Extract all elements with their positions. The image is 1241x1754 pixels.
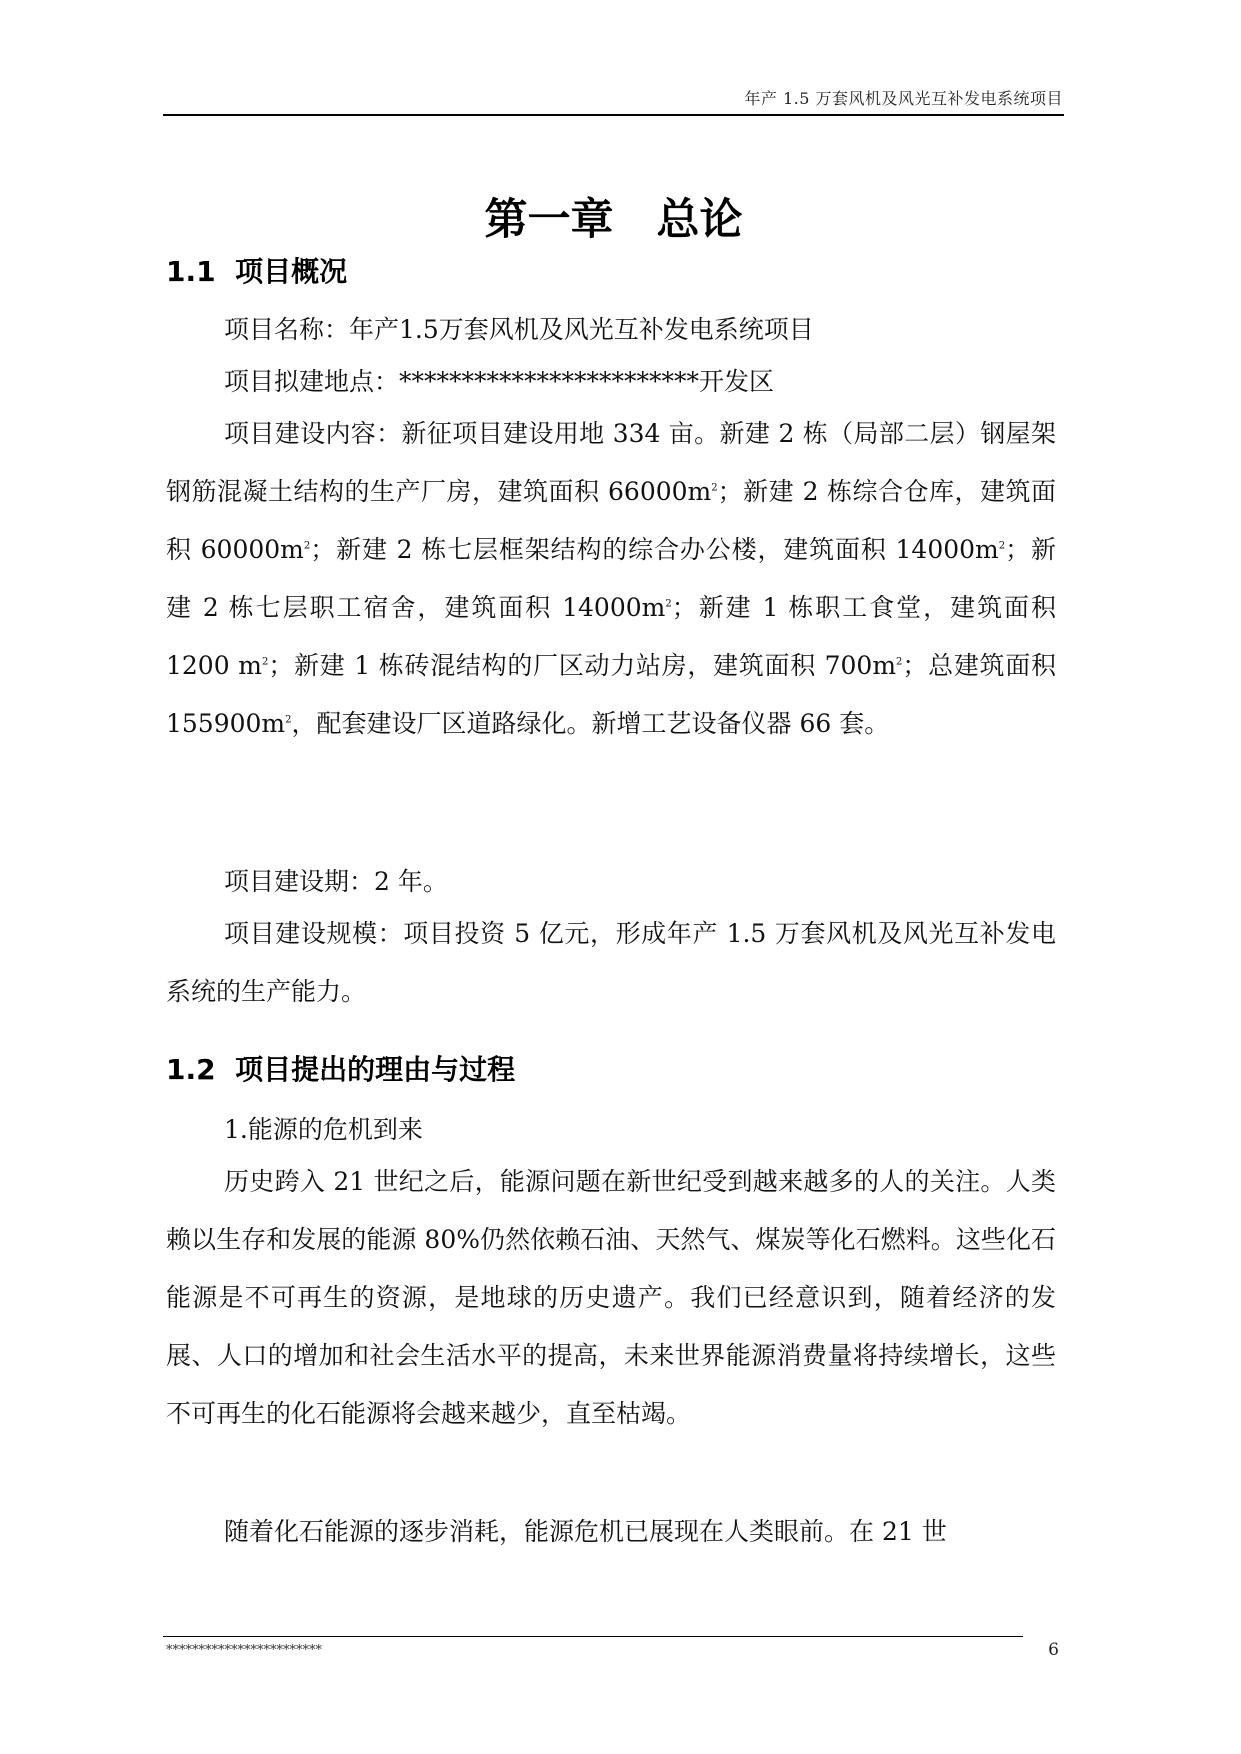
footer-rule	[163, 1636, 1023, 1637]
section-heading-1-1: 1.1 项目概况	[166, 255, 348, 288]
content-text-1: 项目建设内容：新征项目建设用地 334 亩。新建 2 栋（局部二层）钢屋架钢筋混凝土结构的生产厂房，建筑面积 66000m	[166, 419, 1056, 506]
superscript-2: 2	[303, 540, 311, 552]
running-header: 年产 1.5 万套风机及风光互补发电系统项目	[744, 89, 1063, 108]
footer-text: ************************	[166, 1643, 322, 1658]
content-text-6: ；新建 1 栋砖混结构的厂区动力站房，建筑面积 700m	[268, 651, 897, 680]
paragraph-construction-period: 项目建设期：2 年。	[224, 867, 448, 896]
superscript-3: 2	[998, 540, 1006, 552]
content-text-8: ，配套建设厂区道路绿化。新增工艺设备仪器 66 套。	[291, 709, 890, 738]
content-text-2: ；新建 2 栋综合仓库，建筑面积 60000m	[166, 477, 1056, 564]
header-rule	[163, 114, 1064, 116]
content-text-4: ；新建 2 栋七层职工宿舍，建筑面积 14000m	[166, 535, 1056, 622]
superscript-4: 2	[665, 598, 672, 610]
superscript-7: 2	[285, 714, 292, 726]
chapter-title: 第一章 总论	[484, 195, 743, 245]
paragraph-energy-crisis: 随着化石能源的逐步消耗，能源危机已展现在人类眼前。在 21 世	[224, 1517, 947, 1546]
section-heading-1-2: 1.2 项目提出的理由与过程	[166, 1053, 516, 1086]
content-text-3: ；新建 2 栋七层框架结构的综合办公楼，建筑面积 14000m	[310, 535, 999, 564]
paragraph-project-location: 项目拟建地点：************************开发区	[224, 367, 775, 396]
superscript-1: 2	[711, 482, 718, 494]
paragraph-project-name: 项目名称：年产1.5万套风机及风光互补发电系统项目	[224, 315, 814, 344]
superscript-5: 2	[262, 656, 269, 668]
paragraph-subheading-energy-crisis: 1.能源的危机到来	[224, 1115, 423, 1144]
paragraph-construction-scale: 项目建设规模：项目投资 5 亿元，形成年产 1.5 万套风机及风光互补发电系统的生产能力。	[166, 919, 1056, 1006]
content-text-5: ；新建 1 栋职工食堂，建筑面积 1200 m	[166, 593, 1056, 680]
superscript-6: 2	[896, 656, 903, 668]
content-text-7: ；总建筑面积 155900m	[166, 651, 1056, 738]
paragraph-project-content	[166, 405, 1056, 753]
paragraph-energy-history: 历史跨入 21 世纪之后，能源问题在新世纪受到越来越多的人的关注。人类赖以生存和发展的能源 80%仍然依赖石油、天然气、煤炭等化石燃料。这些化石能源是不可再生的资源，是地球的历史遗产。我们已经意识到，随着经济的发展、人口的增加和社会生活水平的提高，未来世界能源消费量将持续增长，这些不可再生的化石能源将会越来越少，直至枯竭。	[166, 1167, 1056, 1428]
page-number: 6	[1048, 1640, 1059, 1660]
